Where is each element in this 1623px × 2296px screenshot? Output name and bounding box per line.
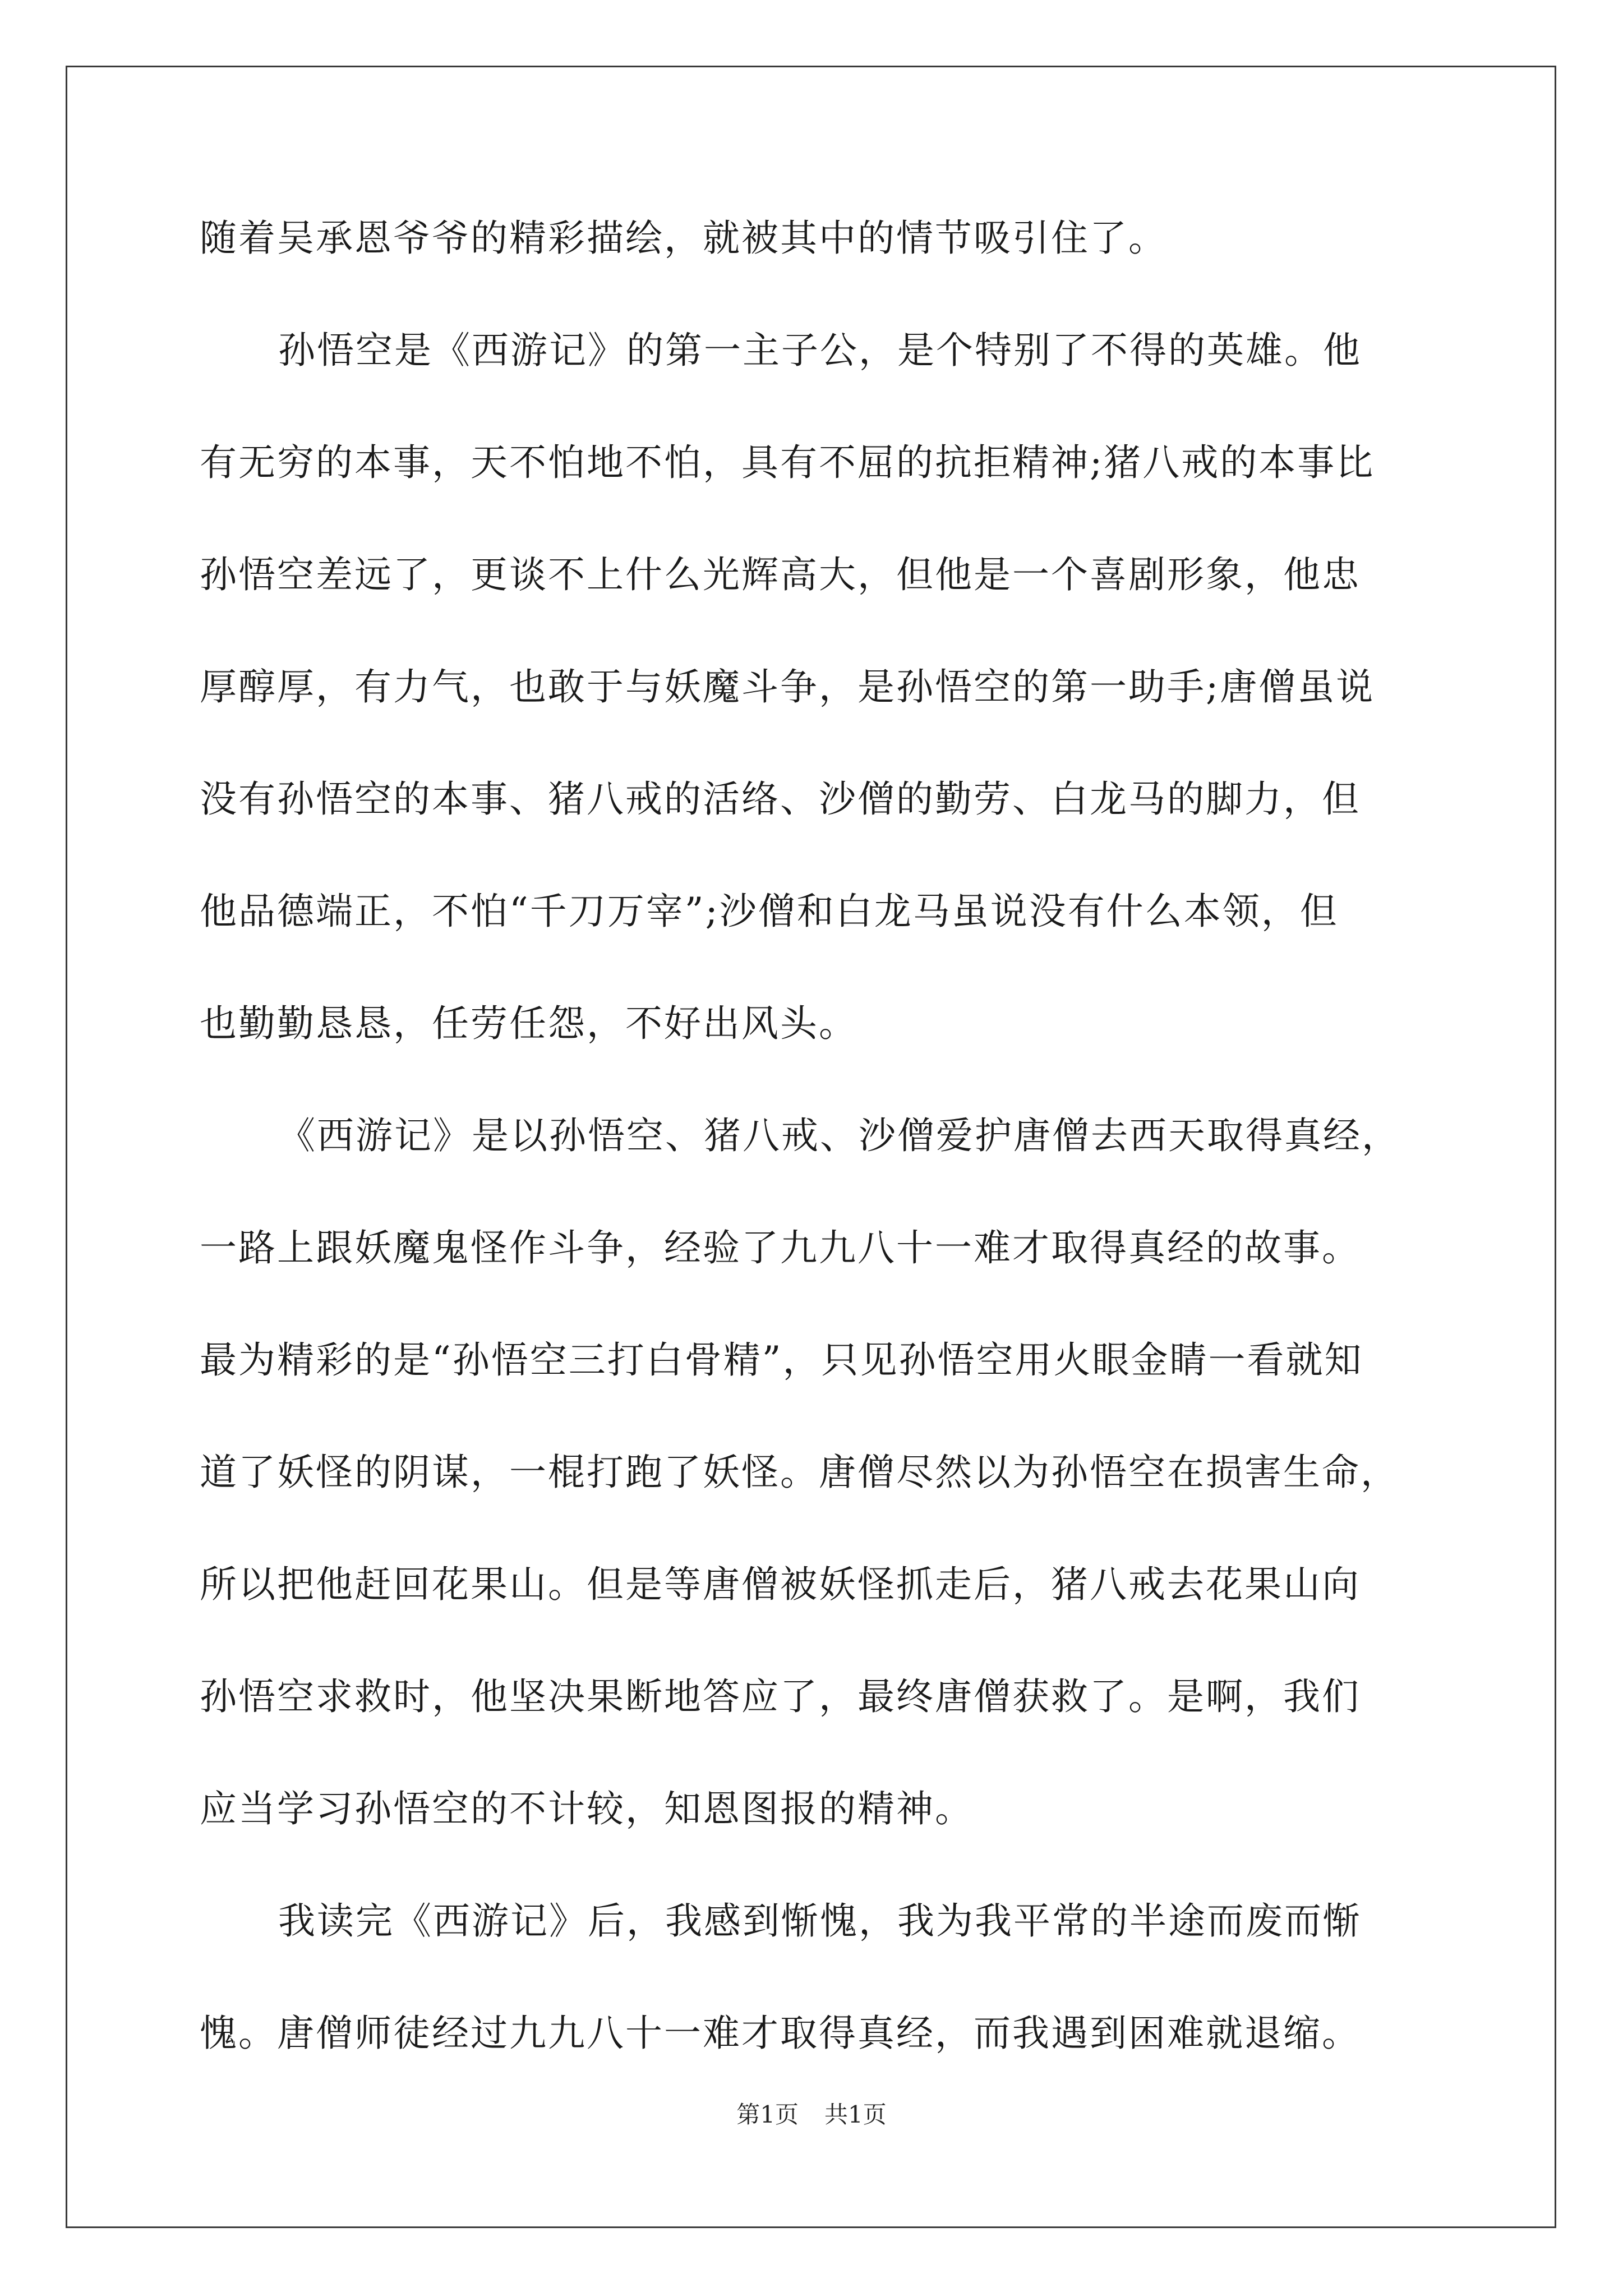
text-line: 有无穷的本事，天不怕地不怕，具有不屈的抗拒精神;猪八戒的本事比	[200, 441, 1375, 484]
page-footer	[0, 2096, 1623, 2130]
document-body	[200, 205, 1428, 2112]
text-line: 厚醇厚，有力气，也敢于与妖魔斗争，是孙悟空的第一助手;唐僧虽说	[200, 665, 1375, 708]
text-line: 也勤勤恳恳，任劳任怨，不好出风头。	[200, 1002, 857, 1045]
paragraph	[200, 1888, 1428, 2112]
text-line: 孙悟空求救时，他坚决果断地答应了，最终唐僧获救了。是啊，我们	[200, 1675, 1361, 1718]
text-line: 道了妖怪的阴谋，一棍打跑了妖怪。唐僧尽然以为孙悟空在损害生命，	[200, 1451, 1399, 1494]
text-line: 随着吴承恩爷爷的精彩描绘，就被其中的情节吸引住了。	[200, 217, 1167, 260]
text-line: 应当学习孙悟空的不计较，知恩图报的精神。	[200, 1787, 974, 1830]
text-line: 我读完《西游记》后，我感到惭愧，我为我平常的半途而废而惭	[278, 1899, 1362, 1943]
paragraph	[200, 317, 1428, 1102]
text-line: 孙悟空差远了，更谈不上什么光辉高大，但他是一个喜剧形象，他忠	[200, 553, 1361, 596]
text-line: 所以把他赶回花果山。但是等唐僧被妖怪抓走后，猪八戒去花果山向	[200, 1563, 1361, 1606]
text-line: 他品德端正，不怕“千刀万宰”;沙僧和白龙马虽说没有什么本领，但	[200, 890, 1339, 933]
text-line: 愧。唐僧师徒经过九九八十一难才取得真经，而我遇到困难就退缩。	[200, 2012, 1361, 2055]
text-line: 一路上跟妖魔鬼怪作斗争，经验了九九八十一难才取得真经的故事。	[200, 1226, 1361, 1269]
text-line: 最为精彩的是“孙悟空三打白骨精”，只见孙悟空用火眼金睛一看就知	[200, 1338, 1363, 1382]
page-total: 共1页	[824, 2101, 887, 2128]
paragraph	[200, 1102, 1428, 1888]
paragraph	[200, 205, 1428, 317]
text-line: 孙悟空是《西游记》的第一主子公，是个特别了不得的英雄。他	[278, 329, 1362, 372]
text-line: 《西游记》是以孙悟空、猪八戒、沙僧爱护唐僧去西天取得真经，	[278, 1114, 1400, 1157]
page-number: 第1页	[736, 2101, 799, 2128]
text-line: 没有孙悟空的本事、猪八戒的活络、沙僧的勤劳、白龙马的脚力，但	[200, 777, 1361, 821]
